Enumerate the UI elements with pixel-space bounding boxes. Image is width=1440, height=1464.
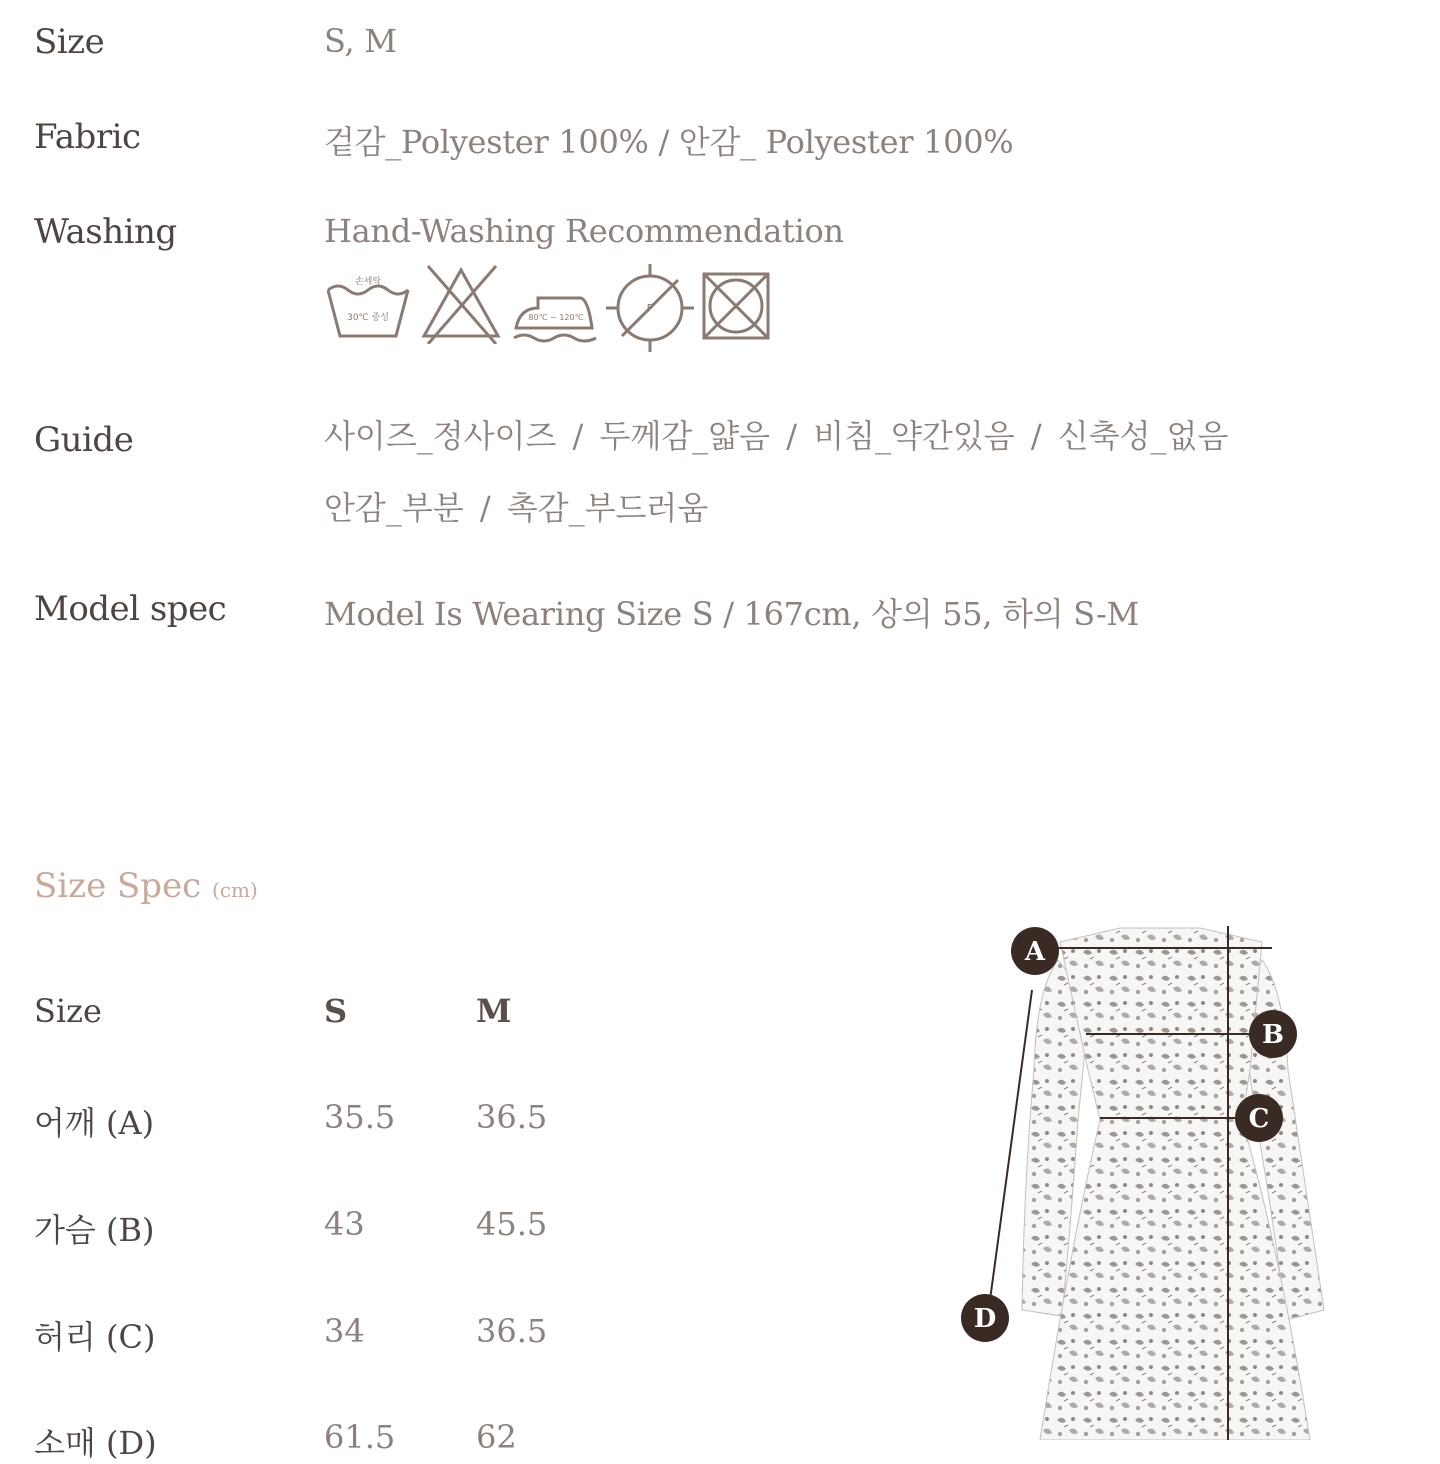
fabric-value: 겉감_Polyester 100% / 안감_ Polyester 100% xyxy=(324,123,1014,161)
size-spec-title: Size Spec (cm) xyxy=(34,866,258,906)
size-row xyxy=(34,22,397,62)
iron-icon xyxy=(510,262,600,344)
svg-text:D: D xyxy=(973,1304,997,1334)
row-label: 가슴 (B) xyxy=(34,1211,155,1249)
table-row xyxy=(34,1098,626,1144)
svg-text:C: C xyxy=(1248,1104,1270,1134)
row-label: 허리 (C) xyxy=(34,1318,156,1356)
table-row xyxy=(34,1312,626,1358)
fabric-label: Fabric xyxy=(34,117,141,157)
row-m-value: 36.5 xyxy=(476,1098,548,1136)
row-label: 소매 (D) xyxy=(34,1424,157,1462)
marker-b xyxy=(1249,1010,1297,1058)
size-spec-unit: (cm) xyxy=(212,878,258,902)
svg-text:30℃ 중성: 30℃ 중성 xyxy=(347,313,389,323)
table-row xyxy=(34,1418,626,1464)
washing-label: Washing xyxy=(34,212,177,252)
guide-label: Guide xyxy=(34,420,134,460)
svg-text:80℃ ~ 120℃: 80℃ ~ 120℃ xyxy=(528,313,584,322)
row-s-value: 35.5 xyxy=(324,1098,396,1136)
svg-text:P: P xyxy=(646,302,654,315)
guide-line-1: 사이즈_정사이즈 / 두께감_얇음 / 비침_약간있음 / 신축성_없음 xyxy=(324,417,1229,455)
header-m: M xyxy=(476,992,512,1030)
dress-image xyxy=(950,920,1350,1440)
no-bleach-icon xyxy=(418,262,504,344)
marker-c xyxy=(1235,1094,1283,1142)
svg-text:B: B xyxy=(1262,1020,1284,1050)
fabric-row xyxy=(34,117,1013,163)
model-value: Model Is Wearing Size S / 167cm, 상의 55, 하의 S-M xyxy=(324,595,1139,633)
washing-row xyxy=(34,212,844,252)
size-label: Size xyxy=(34,22,105,62)
row-label: 어깨 (A) xyxy=(34,1104,155,1142)
care-icons xyxy=(324,262,772,354)
no-tumble-dry-icon xyxy=(700,262,772,344)
svg-text:A: A xyxy=(1024,937,1046,967)
hand-wash-icon xyxy=(324,262,412,344)
row-m-value: 45.5 xyxy=(476,1205,548,1243)
size-spec-header xyxy=(34,992,626,1030)
guide-row xyxy=(34,417,1229,544)
guide-line-2: 안감_부분 / 촉감_부드러움 xyxy=(324,489,709,527)
header-s: S xyxy=(324,992,348,1030)
dry-clean-icon xyxy=(606,262,694,354)
size-value: S, M xyxy=(324,22,397,60)
svg-text:손세탁: 손세탁 xyxy=(354,277,382,287)
row-s-value: 61.5 xyxy=(324,1418,396,1456)
row-m-value: 62 xyxy=(476,1418,517,1456)
row-s-value: 34 xyxy=(324,1312,365,1350)
marker-d xyxy=(961,1294,1009,1342)
model-row xyxy=(34,589,1139,635)
row-s-value: 43 xyxy=(324,1205,365,1243)
row-m-value: 36.5 xyxy=(476,1312,548,1350)
header-size: Size xyxy=(34,992,102,1030)
model-label: Model spec xyxy=(34,589,227,629)
washing-value: Hand-Washing Recommendation xyxy=(324,212,844,250)
marker-a xyxy=(1011,927,1059,975)
table-row xyxy=(34,1205,626,1251)
